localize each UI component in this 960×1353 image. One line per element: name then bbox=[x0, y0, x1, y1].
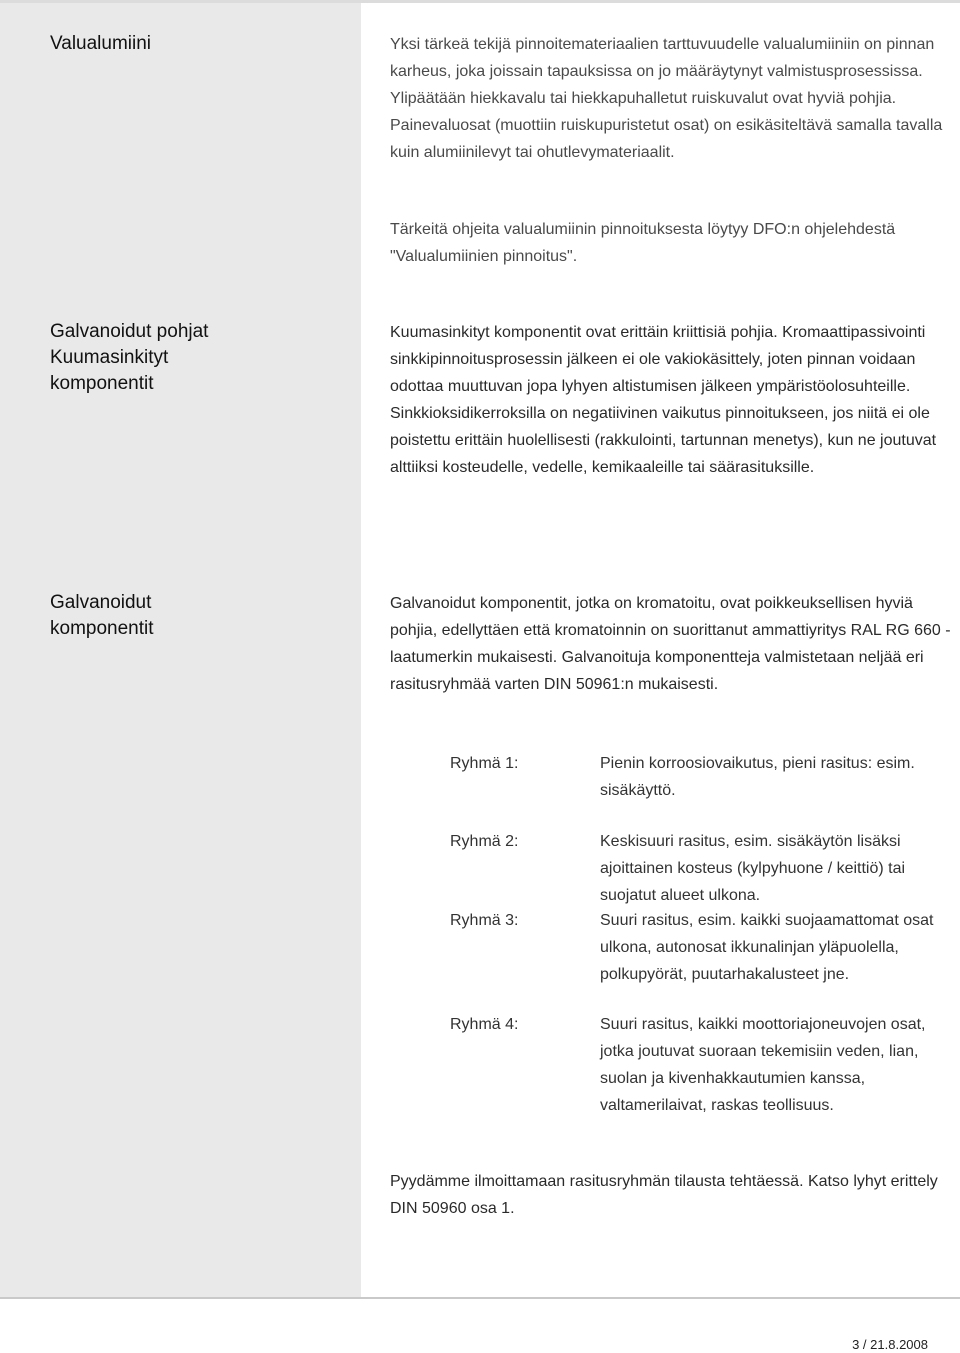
heading-line: Kuumasinkityt bbox=[50, 347, 169, 368]
group-desc-3: Suuri rasitus, esim. kaikki suojaamattomat osat ulkona, autonosat ikkunalinjan yläpuolella, polkupyörät, puutarhakalusteet jne. bbox=[600, 912, 934, 983]
heading-valualumiini: Valualumiini bbox=[50, 33, 152, 54]
heading-line: Galvanoidut pohjat bbox=[50, 321, 209, 342]
bottom-divider bbox=[0, 1297, 960, 1299]
group-desc-4: Suuri rasitus, kaikki moottoriajoneuvojen osat, jotka joutuvat suoraan tekemisiin veden, lian, suolan ja kivenhakkautumien kanssa, valtamerilaivat, raskas teollisuus. bbox=[600, 1016, 926, 1114]
group-label-4: Ryhmä 4: bbox=[450, 1016, 519, 1033]
group-desc-2: Keskisuuri rasitus, esim. sisäkäytön lisäksi ajoittainen kosteus (kylpyhuone / keittiö) tai suojatut alueet ulkona. bbox=[600, 833, 906, 904]
page-number-date: 3 / 21.8.2008 bbox=[852, 1337, 928, 1352]
heading-galvanoidut-komponentit bbox=[50, 590, 154, 642]
group-label-3: Ryhmä 3: bbox=[450, 912, 519, 929]
group-label-2: Ryhmä 2: bbox=[450, 833, 519, 850]
group-label-1: Ryhmä 1: bbox=[450, 755, 519, 772]
heading-galvanoidut-pohjat bbox=[50, 319, 208, 397]
group-desc-1: Pienin korroosiovaikutus, pieni rasitus: esim. sisäkäyttö. bbox=[600, 755, 915, 799]
heading-line: Galvanoidut bbox=[50, 592, 152, 613]
paragraph-closing: Pyydämme ilmoittamaan rasitusryhmän tilausta tehtäessä. Katso lyhyt erittely DIN 50960 osa 1. bbox=[390, 1173, 938, 1217]
left-heading-panel bbox=[0, 3, 361, 1297]
paragraph-kuumasinkityt: Kuumasinkityt komponentit ovat erittäin kriittisiä pohjia. Kromaattipassivointi sinkkipinnoitusprosessin jälkeen ei ole vakiokäsittely, joten pinnan voidaan odottaa muuttuvan jopa lyhyen altistumisen jälkeen ympäristöolosuhteille. Sinkkioksidikerroksilla on negatiivinen vaikutus pinnoitukseen, jos niitä ei ole poistettu erittäin huolellisesti (rakkulointi, tartunnan menetys), kun ne joutuvat alttiiksi kosteudelle, vedelle, kemikaaleille tai säärasituksille. bbox=[390, 324, 937, 476]
heading-line: komponentit bbox=[50, 373, 154, 394]
paragraph-galvanoidut: Galvanoidut komponentit, jotka on kromatoitu, ovat poikkeuksellisen hyviä pohjia, edellyttäen että kromatoinnin on suorittanut ammattiyritys RAL RG 660 -laatumerkin mukaisesti. Galvanoituja komponentteja valmistetaan neljää eri rasitusryhmää varten DIN 50961:n mukaisesti. bbox=[390, 595, 951, 693]
heading-line: komponentit bbox=[50, 618, 154, 639]
paragraph-valualumiini: Yksi tärkeä tekijä pinnoitemateriaalien tarttuvuudelle valualumiiniin on pinnan karheus, joka joissain tapauksissa on jo määräytynyt valmistusprosessissa. Ylipäätään hiekkavalu tai hiekkapuhalletut ruiskuvalut ovat hyviä pohjia. Painevaluosat (muottiin ruiskupuristetut osat) on esikäsiteltävä samalla tavalla kuin alumiinilevyt tai ohutlevymateriaalit. bbox=[390, 36, 943, 161]
paragraph-valualumiini-reference: Tärkeitä ohjeita valualumiinin pinnoituksesta löytyy DFO:n ohjelehdestä "Valualumiinien pinnoitus". bbox=[390, 221, 896, 265]
